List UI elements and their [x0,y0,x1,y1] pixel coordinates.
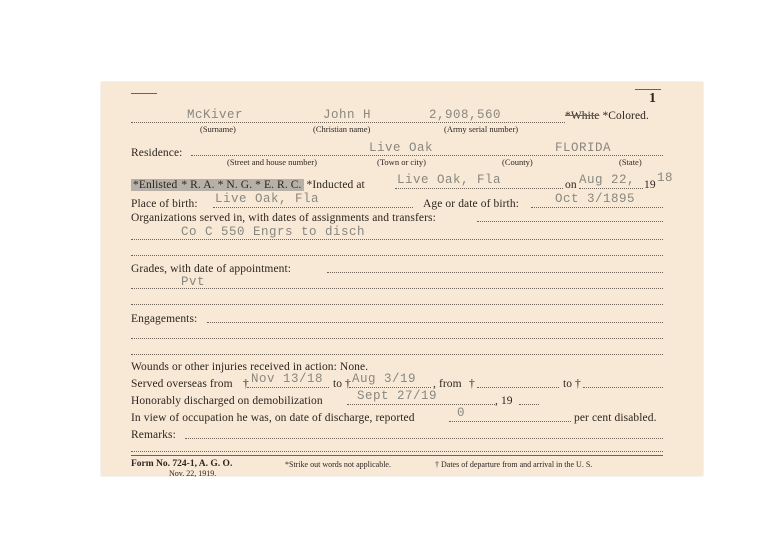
wounds-label: Wounds or other injuries received in action: None. [131,361,369,373]
discharge-label: Honorably discharged on demobilization [131,395,323,407]
place-of-birth-label: Place of birth: [131,198,198,210]
on-label: on [565,179,577,191]
year-suffix-value: 18 [657,171,674,185]
footer-rule [131,455,663,456]
footnote-strike: *Strike out words not applicable. [285,460,391,469]
form-date: Nov. 22, 1919. [169,469,217,478]
surname-caption: (Surname) [200,124,236,134]
overseas-to-label: to [333,378,343,390]
residence-town-value: Live Oak [369,141,434,155]
county-caption: (County) [502,157,533,167]
place-of-birth-value: Live Oak, Fla [215,192,320,206]
top-left-rule [131,93,157,94]
organizations-line-1 [131,239,663,240]
induction-date-line [579,188,643,189]
organizations-label: Organizations served in, with dates of assignments and transfers: [131,212,436,224]
engagements-label: Engagements: [131,313,198,325]
year-prefix: 19 [644,179,656,191]
discharge-date-value: Sept 27/19 [357,389,438,403]
engagements-line-0 [207,322,663,323]
footnote-dates: † Dates of departure from and arrival in the U. S. [435,460,593,469]
grades-line-1 [131,288,663,289]
name-line [131,122,565,123]
residence-state-value: FLORIDA [555,141,612,155]
serial-number-caption: (Army serial number) [444,124,519,134]
overseas-to2-line [583,387,663,388]
white-label: *White [565,110,600,122]
inducted-at-line [395,188,563,189]
overseas-dagger-2: † [345,378,351,390]
overseas-dagger-4: † [575,378,581,390]
grades-label: Grades, with date of appointment: [131,263,292,275]
overseas-from-date: Nov 13/18 [251,372,324,386]
engagements-line-2 [131,354,663,355]
branches-label: * R. A. * N. G. * E. R. C. [181,179,302,191]
induction-date-value: Aug 22, [579,173,636,187]
disability-value: 0 [457,406,466,420]
disability-line [449,421,571,422]
date-of-birth-label: Age or date of birth: [423,198,519,210]
discharge-date-line [347,404,495,405]
overseas-from-line [247,387,329,388]
christian-name-caption: (Christian name) [313,124,371,134]
overseas-from2-line [477,387,559,388]
record-card [101,82,703,476]
date-of-birth-value: Oct 3/1895 [555,192,636,206]
overseas-dagger-1: † [243,378,249,390]
remarks-label: Remarks: [131,429,176,441]
remarks-line-0 [185,438,663,439]
remarks-line-1 [131,451,663,452]
state-caption: (State) [619,157,642,167]
top-right-rule [635,89,661,90]
disability-label: In view of occupation he was, on date of discharge, reported [131,412,415,424]
organizations-line-2 [131,255,663,256]
colored-label: *Colored. [602,110,650,122]
residence-label: Residence: [131,147,183,159]
serial-number-value: 2,908,560 [429,108,502,122]
overseas-label: Served overseas from [131,378,233,390]
overseas-to-line [349,387,431,388]
organizations-line-0 [477,221,663,222]
grades-line-0 [327,272,663,273]
overseas-to-date: Aug 3/19 [352,372,417,386]
discharge-year-line [519,404,539,405]
overseas-to2-label: to [563,378,573,390]
enlistment-row [131,179,365,191]
inducted-at-value: Live Oak, Fla [397,173,502,187]
race-labels [565,110,649,122]
residence-line [191,155,663,156]
engagements-line-1 [131,338,663,339]
place-of-birth-line [213,207,413,208]
card-number: 1 [649,91,656,106]
overseas-from2-label: , from [433,378,462,390]
christian-name-value: John H [323,108,372,122]
grades-line-2 [131,304,663,305]
grades-value: Pvt [181,275,206,289]
form-number: Form No. 724-1, A. G. O. [131,459,233,469]
overseas-dagger-3: † [469,378,475,390]
surname-value: McKiver [187,108,244,122]
organizations-value: Co C 550 Engrs to disch [181,225,366,239]
discharge-year-tail: , 19 [495,395,513,407]
town-caption: (Town or city) [377,157,426,167]
enlisted-label: *Enlisted [133,179,178,191]
disability-tail: per cent disabled. [574,412,657,424]
inducted-label: *Inducted at [306,179,365,191]
date-of-birth-line [531,207,663,208]
street-caption: (Street and house number) [227,157,317,167]
